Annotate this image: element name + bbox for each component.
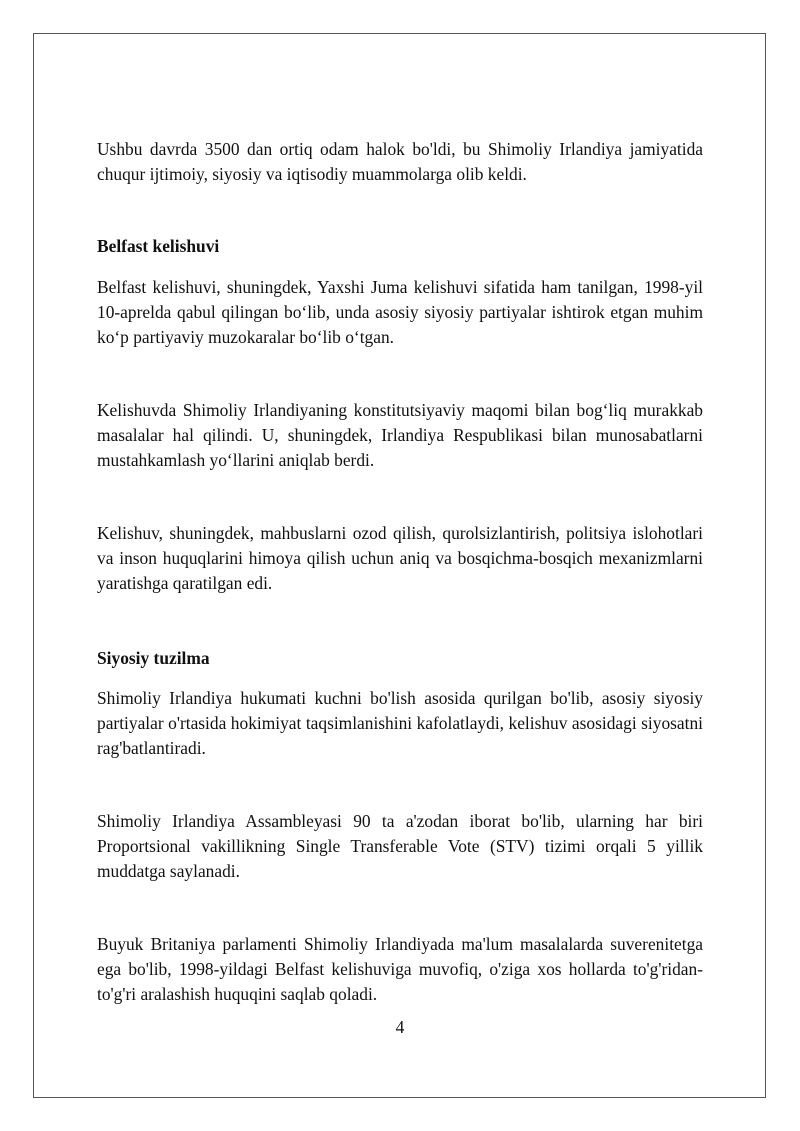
heading-text: Belfast kelishuvi: [97, 236, 220, 256]
heading-text: Siyosiy tuzilma: [97, 648, 210, 668]
page-number: 4: [395, 1017, 405, 1037]
paragraph-text: Kelishuvda Shimoliy Irlandiyaning konstitutsiyaviy maqomi bilan bog‘liq murakkab masalalar hal qilindi. U, shuningdek, Irlandiya Respublikasi bilan munosabatlarni mustahkamlash yo‘llarini aniqlab berdi.: [97, 400, 703, 470]
paragraph-text: Kelishuv, shuningdek, mahbuslarni ozod qilish, qurolsizlantirish, politsiya islohotlari va inson huquqlarini himoya qilish uchun aniq va bosqichma-bosqich mexanizmlarni yaratishga qaratilgan edi.: [97, 523, 703, 593]
section-heading-belfast: [97, 234, 703, 259]
paragraph-constitutional-status: [97, 398, 703, 473]
paragraph-text: Belfast kelishuvi, shuningdek, Yaxshi Juma kelishuvi sifatida ham tanilgan, 1998-yil 10-aprelda qabul qilingan bo‘lib, unda asosiy siyosiy partiyalar ishtirok etgan muhim ko‘p partiyaviy muzokaralar bo‘lib o‘tgan.: [97, 277, 703, 347]
paragraph-text: Ushbu davrda 3500 dan ortiq odam halok bo'ldi, bu Shimoliy Irlandiya jamiyatida chuqur ijtimoiy, siyosiy va iqtisodiy muammolarga olib keldi.: [97, 139, 703, 184]
section-heading-political-structure: [97, 646, 703, 671]
paragraph-text: Shimoliy Irlandiya Assambleyasi 90 ta a'zodan iborat bo'lib, ularning har biri Proportsional vakillikning Single Transferable Vote (STV) tizimi orqali 5 yillik muddatga saylanadi.: [97, 811, 703, 881]
paragraph-uk-parliament: [97, 932, 703, 1007]
paragraph-casualties: [97, 137, 703, 187]
paragraph-power-sharing: [97, 686, 703, 761]
paragraph-belfast-agreement: [97, 275, 703, 350]
paragraph-mechanisms: [97, 521, 703, 596]
paragraph-assembly: [97, 809, 703, 884]
paragraph-text: Shimoliy Irlandiya hukumati kuchni bo'lish asosida qurilgan bo'lib, asosiy siyosiy partiyalar o'rtasida hokimiyat taqsimlanishini kafolatlaydi, kelishuv asosidagi siyosatni rag'batlantiradi.: [97, 688, 703, 758]
paragraph-text: Buyuk Britaniya parlamenti Shimoliy Irlandiyada ma'lum masalalarda suverenitetga ega bo'lib, 1998-yildagi Belfast kelishuviga muvofiq, o'ziga xos hollarda to'g'ridan-to'g'ri aralashish huquqini saqlab qoladi.: [97, 934, 703, 1004]
